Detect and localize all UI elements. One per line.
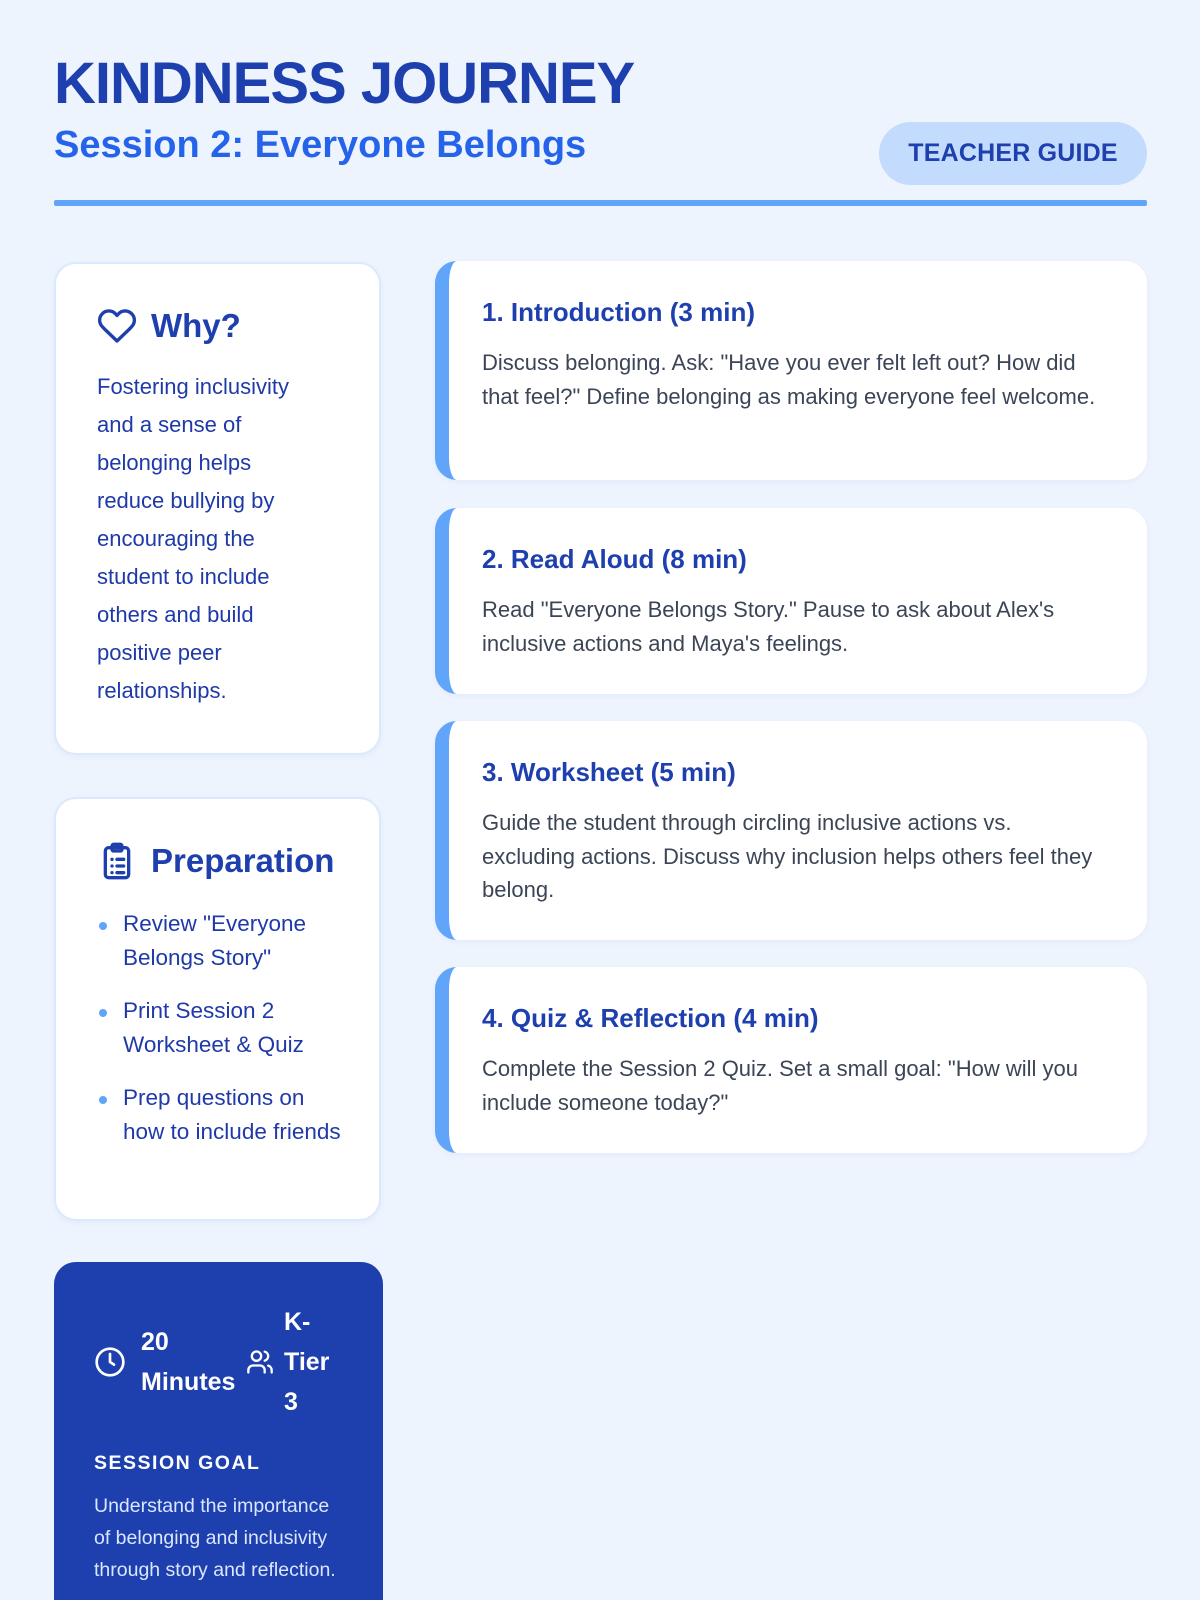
- why-text: Fostering inclusivity and a sense of belonging helps reduce bullying by encouraging the student to include others and build positive peer relationships.: [97, 374, 289, 703]
- preparation-heading: Preparation: [151, 842, 335, 879]
- step-title: 1. Introduction (3 min): [482, 297, 755, 327]
- clipboard-icon: [97, 841, 137, 881]
- list-item: Prep questions on how to include friends: [97, 1081, 342, 1149]
- step-card-quiz-reflection: [435, 967, 1147, 1153]
- page-title: KINDNESS JOURNEY: [54, 51, 635, 116]
- step-card-worksheet: [435, 721, 1147, 940]
- step-text: Discuss belonging. Ask: "Have you ever felt left out? How did that feel?" Define belonging as making everyone feel welcome.: [482, 350, 1096, 409]
- session-info-card: [54, 1262, 383, 1600]
- tier-stat: [246, 1300, 344, 1424]
- lesson-page: [54, 0, 1147, 1600]
- session-goal-text: Understand the importance of belonging and inclusivity through story and reflection.: [94, 1495, 336, 1581]
- step-title: 4. Quiz & Reflection (4 min): [482, 1003, 819, 1033]
- step-card-introduction: [435, 261, 1147, 480]
- list-item: Print Session 2 Worksheet & Quiz: [97, 994, 342, 1062]
- page-subtitle: Session 2: Everyone Belongs: [54, 124, 587, 166]
- preparation-card: [54, 797, 381, 1221]
- header-divider: [54, 200, 1147, 206]
- step-text: Read "Everyone Belongs Story." Pause to ask about Alex's inclusive actions and Maya's feelings.: [482, 597, 1055, 656]
- duration-stat: [94, 1300, 246, 1424]
- teacher-guide-badge: TEACHER GUIDE: [879, 122, 1147, 185]
- step-title: 3. Worksheet (5 min): [482, 757, 736, 787]
- session-goal-label: SESSION GOAL: [94, 1452, 261, 1474]
- tier-value: K-Tier 3: [284, 1308, 330, 1416]
- why-card-header: [97, 306, 339, 346]
- step-title: 2. Read Aloud (8 min): [482, 544, 747, 574]
- step-text: Complete the Session 2 Quiz. Set a small goal: "How will you include someone today?": [482, 1056, 1078, 1115]
- step-card-read-aloud: [435, 508, 1147, 694]
- why-card: [54, 262, 381, 755]
- session-stats: [94, 1300, 344, 1424]
- clock-icon: [94, 1346, 126, 1378]
- users-icon: [246, 1348, 274, 1376]
- step-text: Guide the student through circling inclusive actions vs. excluding actions. Discuss why inclusion helps others feel they belong.: [482, 810, 1093, 903]
- heart-icon: [97, 306, 137, 346]
- list-item: Review "Everyone Belongs Story": [97, 907, 342, 975]
- duration-value: 20 Minutes: [141, 1328, 236, 1396]
- why-heading: Why?: [151, 307, 241, 344]
- preparation-list: [97, 907, 349, 1149]
- preparation-card-header: [97, 841, 349, 881]
